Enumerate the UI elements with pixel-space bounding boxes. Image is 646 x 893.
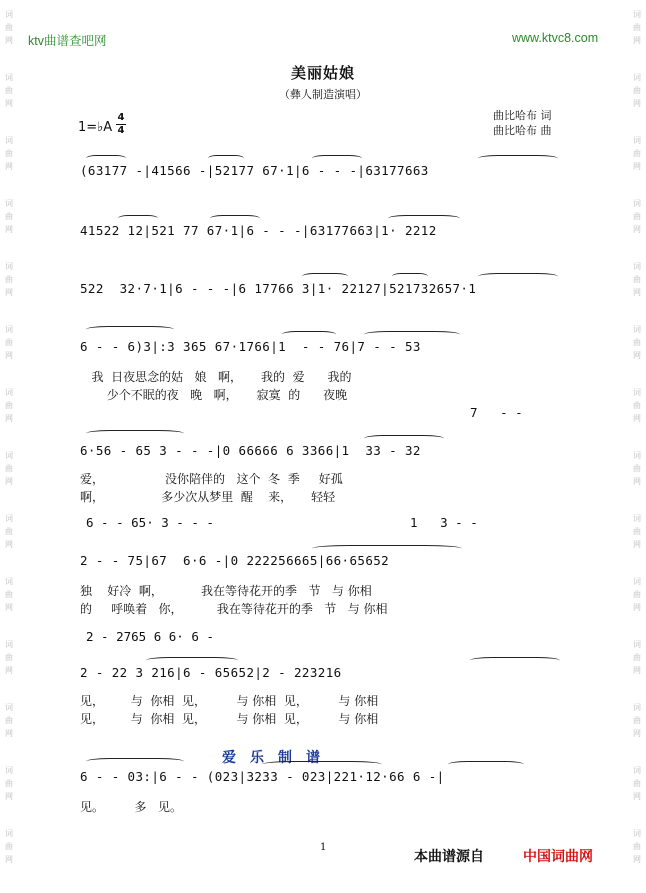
slur: [302, 273, 348, 280]
watermark-char: 曲: [5, 23, 13, 32]
footer-source-label: 本曲谱源自: [414, 849, 484, 865]
watermark-char: 网: [633, 288, 641, 297]
watermark-char: 曲: [5, 527, 13, 536]
watermark-char: 网: [633, 351, 641, 360]
composer-credit: 曲比哈布 曲: [493, 124, 552, 137]
watermark-char: 词: [5, 640, 13, 649]
watermark-char: 网: [633, 99, 641, 108]
watermark-char: 曲: [633, 716, 641, 725]
watermark-char: 词: [633, 514, 641, 523]
slur: [86, 326, 174, 333]
watermark-text: [2, 638, 16, 677]
page-number: 1: [320, 842, 327, 853]
watermark-char: 网: [5, 540, 13, 549]
watermark-char: 曲: [5, 716, 13, 725]
time-signature: [116, 113, 126, 136]
watermark-char: 曲: [633, 23, 641, 32]
notation-line-8: 6 - - 03:|6 - - (023|3233 - 023|221·12·66 6 -|: [80, 769, 445, 784]
watermark-char: 词: [633, 136, 641, 145]
watermark-text: [2, 323, 16, 362]
slur: [388, 215, 460, 222]
watermark-text: [630, 575, 644, 614]
slur: [86, 155, 126, 162]
watermark-char: 词: [5, 10, 13, 19]
watermark-char: 网: [633, 603, 641, 612]
watermark-char: 曲: [633, 149, 641, 158]
slur: [312, 545, 462, 552]
slur: [364, 331, 460, 338]
lyric-verse2-line1: 少个不眠的夜 晚 啊， 寂寞 的 夜晚: [80, 388, 348, 402]
watermark-char: 词: [5, 451, 13, 460]
watermark-text: [630, 386, 644, 425]
notation-line-1: (63177 -|41566 -|52177 67·1|6 - - -|63177663: [80, 163, 429, 178]
slur: [210, 215, 260, 222]
lyric-verse1-line3: 独 好冷 啊， 我在等待花开的季 节 与 你相: [80, 584, 372, 598]
lyric-verse1-line1: 我 日夜思念的姑 娘 啊， 我的 爱 我的: [80, 370, 352, 384]
watermark-char: 词: [633, 199, 641, 208]
slur: [470, 657, 560, 664]
watermark-text: [630, 512, 644, 551]
watermark-char: 曲: [633, 653, 641, 662]
time-bottom: 4: [117, 125, 125, 136]
watermark-text: [2, 260, 16, 299]
watermark-char: 词: [5, 73, 13, 82]
alt-notation-4: 2 - 2765 6 6· 6 -: [86, 629, 214, 644]
notation-line-7: 2 - 22 3 216|6 - 65652|2 - 223216: [80, 665, 342, 680]
watermark-char: 网: [5, 288, 13, 297]
slur: [86, 758, 184, 765]
lyric-verse1-line4: 见， 与 你相 见， 与 你相 见， 与 你相: [80, 694, 379, 708]
watermark-text: [2, 764, 16, 803]
slur: [312, 155, 362, 162]
watermark-char: 词: [633, 829, 641, 838]
watermark-char: 词: [633, 388, 641, 397]
watermark-text: [630, 260, 644, 299]
watermark-char: 网: [633, 666, 641, 675]
watermark-char: 词: [5, 829, 13, 838]
watermark-char: 网: [633, 540, 641, 549]
alt-notation-2: 6 - - 65· 3 - - -: [86, 515, 214, 530]
watermark-text: [2, 386, 16, 425]
watermark-char: 网: [633, 414, 641, 423]
watermark-char: 曲: [5, 653, 13, 662]
footer-brand-link[interactable]: 中国词曲网: [523, 849, 593, 865]
watermark-char: 网: [5, 477, 13, 486]
watermark-char: 网: [633, 855, 641, 864]
slur: [282, 331, 336, 338]
watermark-char: 曲: [5, 86, 13, 95]
watermark-char: 词: [5, 262, 13, 271]
watermark-char: 曲: [633, 275, 641, 284]
watermark-char: 词: [633, 640, 641, 649]
watermark-text: [2, 575, 16, 614]
watermark-char: 曲: [5, 590, 13, 599]
watermark-text: [630, 827, 644, 866]
watermark-char: 词: [633, 703, 641, 712]
watermark-text: [630, 764, 644, 803]
watermark-text: [630, 8, 644, 47]
watermark-text: [2, 134, 16, 173]
slur: [478, 155, 558, 162]
watermark-char: 曲: [5, 338, 13, 347]
watermark-char: 词: [5, 136, 13, 145]
song-title: 美丽姑娘: [290, 64, 355, 82]
watermark-char: 词: [5, 514, 13, 523]
lyric-verse2-line4: 见， 与 你相 见， 与 你相 见， 与 你相: [80, 712, 379, 726]
watermark-char: 曲: [633, 590, 641, 599]
lyric-verse2-line2: 啊， 多少次从梦里 醒 来， 轻轻: [80, 490, 336, 504]
watermark-char: 词: [633, 325, 641, 334]
watermark-text: [2, 197, 16, 236]
watermark-char: 网: [5, 414, 13, 423]
watermark-char: 网: [5, 729, 13, 738]
watermark-text: [630, 197, 644, 236]
watermark-char: 词: [633, 10, 641, 19]
watermark-text: [630, 701, 644, 740]
watermark-text: [630, 638, 644, 677]
slur: [146, 657, 238, 664]
watermark-char: 曲: [633, 338, 641, 347]
watermark-char: 网: [5, 36, 13, 45]
watermark-char: 网: [5, 603, 13, 612]
watermark-text: [2, 827, 16, 866]
watermark-char: 曲: [633, 401, 641, 410]
watermark-char: 网: [5, 855, 13, 864]
watermark-char: 曲: [633, 527, 641, 536]
watermark-char: 曲: [633, 86, 641, 95]
watermark-char: 曲: [5, 149, 13, 158]
key-signature: 1=♭A: [78, 120, 113, 135]
watermark-char: 词: [5, 388, 13, 397]
watermark-char: 曲: [633, 779, 641, 788]
watermark-char: 曲: [5, 275, 13, 284]
notation-line-5: 6·56 - 65 3 - - -|0 66666 6 3366|1 33 - 32: [80, 443, 421, 458]
slur: [448, 761, 524, 768]
watermark-char: 词: [5, 325, 13, 334]
arranger-stamp: 爱乐制谱: [222, 750, 334, 766]
watermark-char: 词: [5, 703, 13, 712]
alt-notation-1: 7 - -: [470, 405, 523, 420]
watermark-char: 词: [633, 577, 641, 586]
watermark-char: 网: [5, 225, 13, 234]
site-url-right[interactable]: www.ktvc8.com: [512, 31, 599, 45]
watermark-char: 曲: [5, 779, 13, 788]
watermark-text: [2, 449, 16, 488]
watermark-text: [630, 134, 644, 173]
watermark-char: 词: [5, 766, 13, 775]
notation-line-3: 522 32·7·1|6 - - -|6 17766 3|1· 22127|521732657·1: [80, 281, 477, 296]
watermark-char: 曲: [5, 401, 13, 410]
watermark-text: [630, 323, 644, 362]
slur: [364, 435, 444, 442]
performer-note: （彝人制造演唱）: [279, 88, 367, 101]
watermark-char: 网: [5, 351, 13, 360]
watermark-char: 网: [5, 666, 13, 675]
slur: [478, 273, 558, 280]
watermark-text: [2, 701, 16, 740]
watermark-text: [2, 8, 16, 47]
slur: [262, 761, 382, 768]
watermark-char: 词: [5, 577, 13, 586]
watermark-char: 词: [5, 199, 13, 208]
watermark-char: 网: [633, 162, 641, 171]
watermark-text: [630, 449, 644, 488]
watermark-text: [2, 512, 16, 551]
watermark-char: 网: [5, 162, 13, 171]
site-name-left[interactable]: ktv曲谱查吧网: [28, 34, 107, 48]
watermark-char: 词: [633, 766, 641, 775]
watermark-char: 网: [5, 792, 13, 801]
watermark-char: 网: [633, 36, 641, 45]
notation-line-6: 2 - - 75|67 6·6 -|0 222256665|66·65652: [80, 553, 390, 568]
alt-notation-3: 1 3 - -: [410, 515, 478, 530]
watermark-char: 曲: [633, 464, 641, 473]
slur: [86, 430, 184, 437]
watermark-char: 网: [633, 477, 641, 486]
watermark-char: 词: [633, 73, 641, 82]
time-top: 4: [117, 112, 125, 123]
lyric-verse1-line2: 爱， 没你陪伴的 这个 冬 季 好孤: [80, 472, 343, 486]
watermark-char: 曲: [5, 464, 13, 473]
lyricist-credit: 曲比哈布 词: [493, 109, 552, 122]
watermark-char: 网: [633, 792, 641, 801]
slur: [208, 155, 244, 162]
watermark-char: 词: [633, 262, 641, 271]
watermark-char: 曲: [5, 842, 13, 851]
watermark-char: 网: [5, 99, 13, 108]
slur: [118, 215, 158, 222]
lyric-verse2-line3: 的 呼唤着 你， 我在等待花开的季 节 与 你相: [80, 602, 388, 616]
watermark-char: 网: [633, 225, 641, 234]
watermark-char: 词: [633, 451, 641, 460]
slur: [392, 273, 428, 280]
watermark-char: 曲: [633, 842, 641, 851]
lyric-verse1-line5: 见。 多 见。: [80, 800, 182, 814]
notation-line-4: 6 - - 6)3|:3 365 67·1766|1 - - 76|7 - - 53: [80, 339, 421, 354]
watermark-char: 曲: [5, 212, 13, 221]
notation-line-2: 41522 12|521 77 67·1|6 - - -|63177663|1· 2212: [80, 223, 437, 238]
watermark-char: 网: [633, 729, 641, 738]
watermark-char: 曲: [633, 212, 641, 221]
